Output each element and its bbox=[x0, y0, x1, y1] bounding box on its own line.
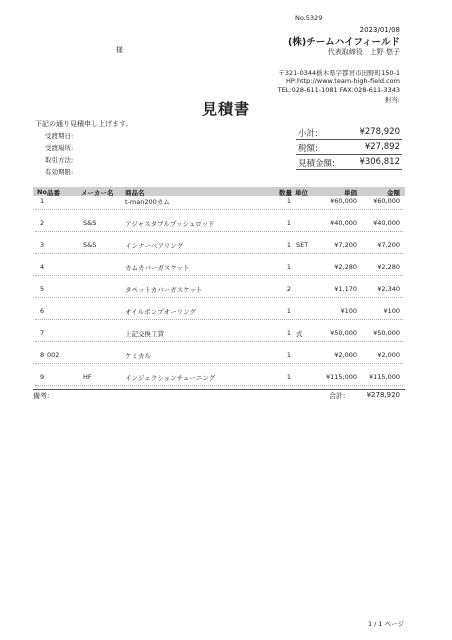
cell-no: 7 bbox=[40, 329, 45, 337]
cell-price: ¥50,000 bbox=[330, 329, 357, 337]
cell-qty: 1 bbox=[286, 263, 291, 271]
company-phone: TEL:028-611-1081 FAX:028-611-3343 bbox=[277, 86, 400, 94]
cell-no: 6 bbox=[40, 307, 45, 315]
col-no: No bbox=[37, 188, 47, 196]
company-address: 〒321-0344栃木県宇都宮市田野町150-1 bbox=[278, 69, 400, 77]
cell-amount: ¥115,000 bbox=[368, 373, 400, 381]
document-number: No.5329 bbox=[295, 14, 323, 22]
cell-product: タペットカバーガスケット bbox=[125, 286, 203, 294]
subtotal-row bbox=[296, 125, 402, 140]
cell-qty: 1 bbox=[286, 373, 291, 381]
cell-qty: 1 bbox=[286, 307, 291, 315]
cell-amount: ¥60,000 bbox=[373, 197, 400, 205]
cell-unit: SET bbox=[296, 241, 309, 249]
cell-product: アジャスタブルプッシュロッド bbox=[125, 220, 215, 228]
cell-price: ¥115,000 bbox=[325, 373, 357, 381]
cell-unit: 式 bbox=[296, 330, 303, 338]
cell-qty: 1 bbox=[286, 351, 291, 359]
person-in-charge: 担当: bbox=[384, 96, 400, 104]
total-label: 合計: bbox=[329, 392, 346, 400]
cell-code: 002 bbox=[47, 351, 60, 359]
cell-product: ケミカル bbox=[125, 352, 151, 360]
row-separator bbox=[35, 385, 403, 386]
subtotal-label: 小計: bbox=[298, 129, 318, 139]
row-separator bbox=[35, 297, 403, 298]
cell-maker: S&S bbox=[83, 219, 97, 227]
estimate-total-row bbox=[296, 155, 402, 170]
cell-no: 4 bbox=[40, 263, 45, 271]
cell-product: カムカバーガスケット bbox=[125, 264, 190, 272]
cell-amount: ¥2,000 bbox=[377, 351, 400, 359]
tax-row bbox=[296, 140, 402, 155]
cell-price: ¥40,000 bbox=[330, 219, 357, 227]
cell-product: インジェクションチューニング bbox=[125, 374, 216, 382]
cell-amount: ¥7,200 bbox=[377, 241, 400, 249]
payment-method-label: 取引方法: bbox=[45, 156, 74, 164]
cell-amount: ¥40,000 bbox=[373, 219, 400, 227]
greeting-text: 下記の通り見積申し上げます。 bbox=[35, 120, 133, 128]
col-unit: 単位 bbox=[295, 189, 308, 197]
row-separator bbox=[35, 341, 403, 342]
cell-amount: ¥2,340 bbox=[377, 285, 400, 293]
company-name: (株)チームハイフィールド bbox=[288, 37, 400, 48]
estimate-total-label: 見積金額: bbox=[298, 159, 335, 169]
subtotal-value: ¥278,920 bbox=[359, 127, 400, 137]
cell-price: ¥2,280 bbox=[334, 263, 357, 271]
tax-value: ¥27,892 bbox=[364, 142, 400, 152]
cell-maker: HF bbox=[83, 373, 92, 381]
cell-amount: ¥50,000 bbox=[373, 329, 400, 337]
cell-price: ¥7,200 bbox=[334, 241, 357, 249]
col-amount: 金額 bbox=[387, 189, 400, 197]
tax-label: 税額: bbox=[298, 144, 318, 154]
cell-qty: 1 bbox=[286, 329, 291, 337]
col-product: 商品名 bbox=[125, 189, 145, 197]
cell-amount: ¥100 bbox=[383, 307, 400, 315]
cell-qty: 1 bbox=[286, 219, 291, 227]
cell-qty: 2 bbox=[286, 285, 291, 293]
validity-label: 有効期限: bbox=[45, 168, 74, 176]
cell-product: 上記交換工賃 bbox=[125, 330, 164, 338]
col-price: 単価 bbox=[344, 189, 357, 197]
cell-price: ¥100 bbox=[340, 307, 357, 315]
cell-no: 5 bbox=[40, 285, 45, 293]
footer-divider bbox=[33, 389, 405, 390]
cell-no: 1 bbox=[40, 197, 45, 205]
total-value: ¥278,920 bbox=[366, 391, 400, 399]
cell-price: ¥1,170 bbox=[334, 285, 357, 293]
col-qty: 数量 bbox=[279, 189, 292, 197]
delivery-date-label: 受渡期日: bbox=[45, 132, 74, 140]
row-separator bbox=[35, 253, 403, 254]
company-homepage: HP:http://www.team-high-field.com bbox=[285, 77, 400, 85]
page-number: 1 / 1 ページ bbox=[367, 620, 404, 628]
cell-no: 8 bbox=[40, 351, 45, 359]
cell-qty: 1 bbox=[286, 241, 291, 249]
estimate-total-value: ¥306,812 bbox=[359, 157, 400, 167]
cell-product: インナーベアリング bbox=[125, 242, 184, 250]
cell-amount: ¥2,280 bbox=[377, 263, 400, 271]
row-separator bbox=[35, 275, 403, 276]
page-title: 見積書 bbox=[201, 100, 250, 118]
document-date: 2023/01/08 bbox=[359, 26, 400, 34]
cell-no: 2 bbox=[40, 219, 45, 227]
row-separator bbox=[35, 363, 403, 364]
cell-product: t-man200カム bbox=[125, 198, 170, 206]
cell-no: 3 bbox=[40, 241, 45, 249]
cell-qty: 1 bbox=[286, 197, 291, 205]
cell-maker: S&S bbox=[83, 241, 97, 249]
col-maker: メーカー名 bbox=[81, 189, 114, 197]
row-separator bbox=[35, 209, 403, 210]
cell-price: ¥2,000 bbox=[334, 351, 357, 359]
cell-no: 9 bbox=[40, 373, 45, 381]
representative: 代表取締役 上野 悠子 bbox=[327, 48, 400, 56]
row-separator bbox=[35, 231, 403, 232]
cell-product: オイルポンプオーリング bbox=[125, 308, 196, 316]
col-code: 品番 bbox=[47, 189, 60, 197]
recipient-suffix: 様 bbox=[116, 46, 123, 54]
row-separator bbox=[35, 319, 403, 320]
remarks-label: 備考: bbox=[33, 392, 50, 400]
cell-price: ¥60,000 bbox=[330, 197, 357, 205]
delivery-place-label: 受渡場所: bbox=[45, 144, 74, 152]
